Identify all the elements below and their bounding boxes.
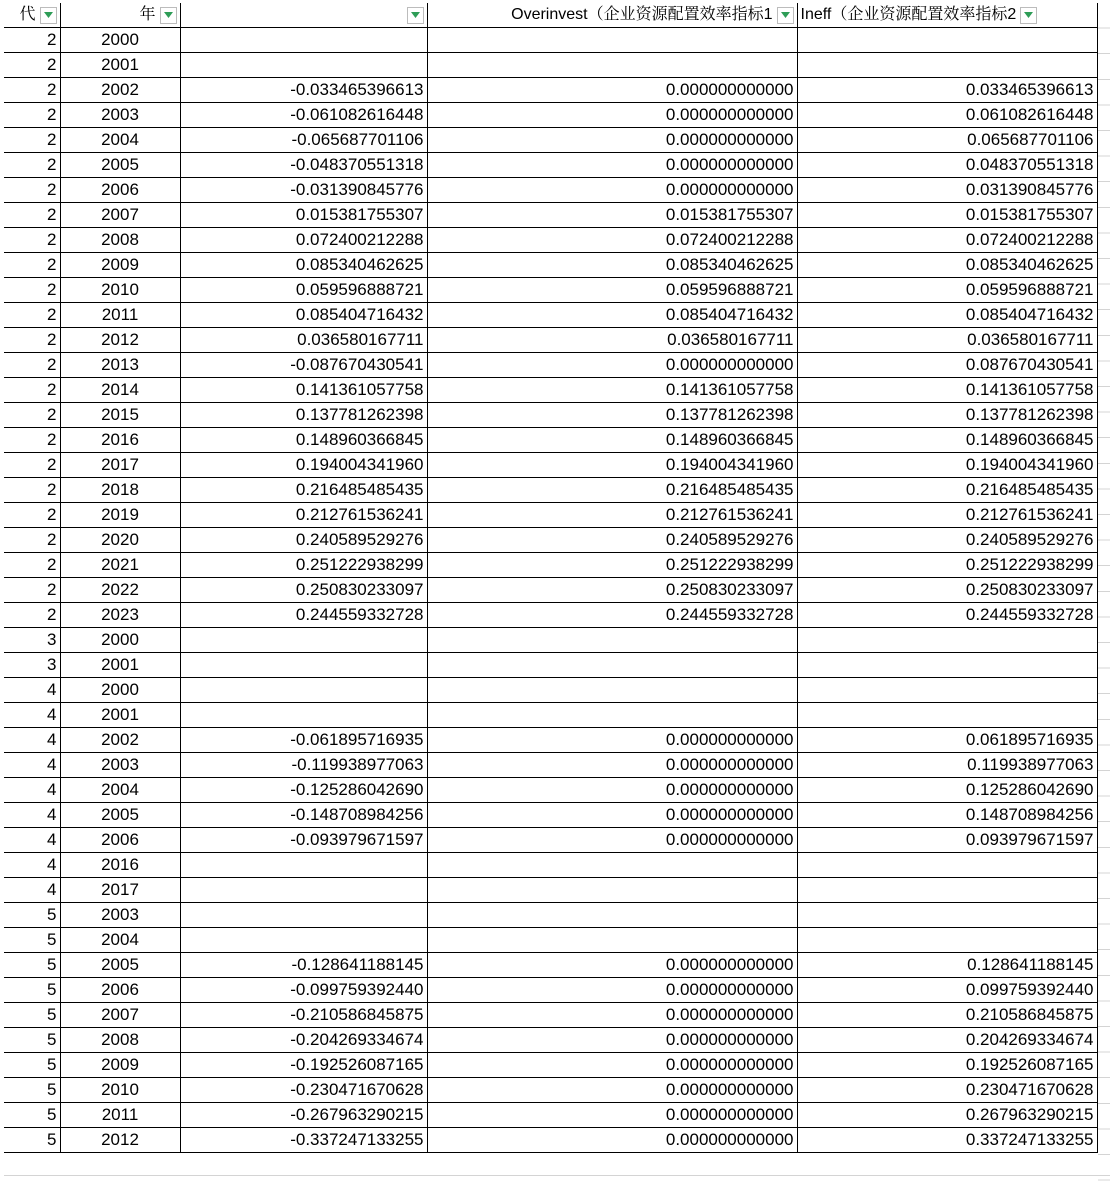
cell-dai[interactable]: 2 xyxy=(4,128,60,153)
cell-ineff[interactable]: 0.267963290215 xyxy=(797,1103,1097,1128)
cell-overinvest[interactable] xyxy=(427,703,797,728)
cell-value[interactable]: -0.099759392440 xyxy=(180,978,427,1003)
cell-ineff[interactable]: 0.244559332728 xyxy=(797,603,1097,628)
cell-year[interactable]: 2006 xyxy=(60,178,180,203)
cell-dai[interactable]: 4 xyxy=(4,853,60,878)
cell-ineff[interactable]: 0.204269334674 xyxy=(797,1028,1097,1053)
cell-value[interactable] xyxy=(180,903,427,928)
cell-overinvest[interactable] xyxy=(427,878,797,903)
cell-value[interactable]: 0.015381755307 xyxy=(180,203,427,228)
cell-year[interactable]: 2023 xyxy=(60,603,180,628)
cell-value[interactable]: 0.141361057758 xyxy=(180,378,427,403)
cell-value[interactable]: 0.244559332728 xyxy=(180,603,427,628)
cell-year[interactable]: 2013 xyxy=(60,353,180,378)
cell-year[interactable]: 2000 xyxy=(60,628,180,653)
cell-dai[interactable]: 2 xyxy=(4,478,60,503)
table-row xyxy=(4,328,1097,353)
cell-value[interactable] xyxy=(180,628,427,653)
column-header-label: Overinvest（企业资源配置效率指标1 xyxy=(511,6,773,24)
cell-value[interactable]: -0.192526087165 xyxy=(180,1053,427,1078)
table-row xyxy=(4,503,1097,528)
table-row xyxy=(4,103,1097,128)
cell-ineff[interactable]: 0.251222938299 xyxy=(797,553,1097,578)
cell-overinvest[interactable]: 0.251222938299 xyxy=(427,553,797,578)
cell-ineff[interactable]: 0.061082616448 xyxy=(797,103,1097,128)
cell-ineff[interactable]: 0.137781262398 xyxy=(797,403,1097,428)
cell-value[interactable] xyxy=(180,853,427,878)
cell-dai[interactable]: 2 xyxy=(4,303,60,328)
cell-year[interactable]: 2008 xyxy=(60,1028,180,1053)
cell-ineff[interactable]: 0.065687701106 xyxy=(797,128,1097,153)
cell-overinvest[interactable]: 0.000000000000 xyxy=(427,803,797,828)
column-header-overinvest xyxy=(427,3,797,28)
cell-year[interactable]: 2003 xyxy=(60,903,180,928)
table-row xyxy=(4,378,1097,403)
cell-year[interactable]: 2016 xyxy=(60,853,180,878)
table-row xyxy=(4,878,1097,903)
table-row xyxy=(4,1128,1097,1153)
cell-dai[interactable]: 2 xyxy=(4,528,60,553)
column-header-label: 代 xyxy=(19,6,36,24)
cell-value[interactable]: -0.065687701106 xyxy=(180,128,427,153)
cell-overinvest[interactable] xyxy=(427,53,797,78)
cell-overinvest[interactable]: 0.000000000000 xyxy=(427,778,797,803)
table-row xyxy=(4,828,1097,853)
cell-year[interactable]: 2001 xyxy=(60,703,180,728)
cell-value[interactable]: -0.204269334674 xyxy=(180,1028,427,1053)
table-row xyxy=(4,453,1097,478)
cell-dai[interactable]: 2 xyxy=(4,53,60,78)
cell-year[interactable]: 2007 xyxy=(60,203,180,228)
cell-overinvest[interactable]: 0.141361057758 xyxy=(427,378,797,403)
cell-year[interactable]: 2012 xyxy=(60,1128,180,1153)
cell-ineff[interactable] xyxy=(797,653,1097,678)
cell-year[interactable]: 2018 xyxy=(60,478,180,503)
cell-dai[interactable]: 3 xyxy=(4,653,60,678)
cell-ineff[interactable]: 0.240589529276 xyxy=(797,528,1097,553)
cell-overinvest[interactable]: 0.085404716432 xyxy=(427,303,797,328)
cell-dai[interactable]: 2 xyxy=(4,428,60,453)
table-row xyxy=(4,1053,1097,1078)
cell-value[interactable]: -0.128641188145 xyxy=(180,953,427,978)
cell-ineff[interactable]: 0.125286042690 xyxy=(797,778,1097,803)
column-header-nian xyxy=(60,3,180,28)
cell-ineff[interactable]: 0.085340462625 xyxy=(797,253,1097,278)
cell-value[interactable] xyxy=(180,53,427,78)
table-row xyxy=(4,353,1097,378)
cell-ineff[interactable]: 0.250830233097 xyxy=(797,578,1097,603)
cell-ineff[interactable]: 0.072400212288 xyxy=(797,228,1097,253)
table-row xyxy=(4,653,1097,678)
cell-ineff[interactable]: 0.148708984256 xyxy=(797,803,1097,828)
cell-ineff[interactable]: 0.210586845875 xyxy=(797,1003,1097,1028)
table-row xyxy=(4,128,1097,153)
cell-overinvest[interactable] xyxy=(427,853,797,878)
cell-overinvest[interactable]: 0.015381755307 xyxy=(427,203,797,228)
cell-year[interactable]: 2015 xyxy=(60,403,180,428)
cell-dai[interactable]: 4 xyxy=(4,728,60,753)
cell-overinvest[interactable] xyxy=(427,928,797,953)
cell-value[interactable]: -0.048370551318 xyxy=(180,153,427,178)
cell-value[interactable]: -0.061895716935 xyxy=(180,728,427,753)
cell-dai[interactable]: 2 xyxy=(4,403,60,428)
cell-overinvest[interactable]: 0.148960366845 xyxy=(427,428,797,453)
cell-year[interactable]: 2017 xyxy=(60,878,180,903)
column-header-label: Ineff（企业资源配置效率指标2 xyxy=(800,6,1017,24)
cell-year[interactable]: 2001 xyxy=(60,653,180,678)
cell-value[interactable] xyxy=(180,653,427,678)
cell-value[interactable]: -0.119938977063 xyxy=(180,753,427,778)
cell-dai[interactable]: 5 xyxy=(4,1128,60,1153)
table-row xyxy=(4,428,1097,453)
cell-year[interactable]: 2003 xyxy=(60,103,180,128)
cell-dai[interactable]: 2 xyxy=(4,378,60,403)
table-row xyxy=(4,903,1097,928)
cell-ineff[interactable]: 0.212761536241 xyxy=(797,503,1097,528)
table-row xyxy=(4,953,1097,978)
cell-overinvest[interactable]: 0.000000000000 xyxy=(427,128,797,153)
cell-dai[interactable]: 3 xyxy=(4,628,60,653)
cell-dai[interactable]: 2 xyxy=(4,178,60,203)
cell-ineff[interactable]: 0.085404716432 xyxy=(797,303,1097,328)
cell-year[interactable]: 2002 xyxy=(60,78,180,103)
cell-value[interactable]: -0.230471670628 xyxy=(180,1078,427,1103)
cell-ineff[interactable] xyxy=(797,903,1097,928)
cell-overinvest[interactable]: 0.137781262398 xyxy=(427,403,797,428)
cell-overinvest[interactable]: 0.244559332728 xyxy=(427,603,797,628)
table-body xyxy=(4,28,1097,1153)
cell-year[interactable]: 2019 xyxy=(60,503,180,528)
cell-year[interactable]: 2016 xyxy=(60,428,180,453)
cell-ineff[interactable] xyxy=(797,28,1097,53)
cell-value[interactable]: 0.085340462625 xyxy=(180,253,427,278)
cell-ineff[interactable]: 0.119938977063 xyxy=(797,753,1097,778)
cell-overinvest[interactable]: 0.240589529276 xyxy=(427,528,797,553)
cell-dai[interactable]: 2 xyxy=(4,578,60,603)
cell-ineff[interactable] xyxy=(797,853,1097,878)
cell-ineff[interactable]: 0.048370551318 xyxy=(797,153,1097,178)
cell-value[interactable]: 0.212761536241 xyxy=(180,503,427,528)
cell-year[interactable]: 2005 xyxy=(60,953,180,978)
cell-overinvest[interactable] xyxy=(427,628,797,653)
cell-value[interactable] xyxy=(180,703,427,728)
cell-year[interactable]: 2006 xyxy=(60,978,180,1003)
cell-ineff[interactable]: 0.194004341960 xyxy=(797,453,1097,478)
cell-overinvest[interactable]: 0.194004341960 xyxy=(427,453,797,478)
cell-ineff[interactable]: 0.141361057758 xyxy=(797,378,1097,403)
cell-overinvest[interactable]: 0.000000000000 xyxy=(427,353,797,378)
cell-ineff[interactable]: 0.099759392440 xyxy=(797,978,1097,1003)
table-row xyxy=(4,203,1097,228)
cell-overinvest[interactable]: 0.000000000000 xyxy=(427,978,797,1003)
cell-ineff[interactable]: 0.148960366845 xyxy=(797,428,1097,453)
cell-dai[interactable]: 5 xyxy=(4,1003,60,1028)
table-row xyxy=(4,1103,1097,1128)
cell-year[interactable]: 2005 xyxy=(60,153,180,178)
cell-ineff[interactable]: 0.031390845776 xyxy=(797,178,1097,203)
cell-year[interactable]: 2004 xyxy=(60,778,180,803)
table-row xyxy=(4,628,1097,653)
grid-edge xyxy=(1098,3,1110,1182)
cell-value[interactable]: 0.036580167711 xyxy=(180,328,427,353)
cell-overinvest[interactable]: 0.000000000000 xyxy=(427,78,797,103)
cell-overinvest[interactable]: 0.216485485435 xyxy=(427,478,797,503)
table-row xyxy=(4,1078,1097,1103)
cell-ineff[interactable] xyxy=(797,928,1097,953)
cell-overinvest[interactable]: 0.072400212288 xyxy=(427,228,797,253)
cell-ineff[interactable]: 0.216485485435 xyxy=(797,478,1097,503)
cell-ineff[interactable]: 0.192526087165 xyxy=(797,1053,1097,1078)
table-row xyxy=(4,703,1097,728)
cell-year[interactable]: 2001 xyxy=(60,53,180,78)
filter-dropdown-icon[interactable] xyxy=(1020,7,1037,24)
cell-value[interactable]: 0.250830233097 xyxy=(180,578,427,603)
table-row xyxy=(4,178,1097,203)
cell-ineff[interactable]: 0.036580167711 xyxy=(797,328,1097,353)
cell-dai[interactable]: 4 xyxy=(4,753,60,778)
cell-value[interactable] xyxy=(180,678,427,703)
cell-overinvest[interactable]: 0.000000000000 xyxy=(427,103,797,128)
cell-ineff[interactable] xyxy=(797,678,1097,703)
table-row xyxy=(4,478,1097,503)
cell-overinvest[interactable]: 0.000000000000 xyxy=(427,728,797,753)
cell-overinvest[interactable]: 0.212761536241 xyxy=(427,503,797,528)
cell-overinvest[interactable] xyxy=(427,653,797,678)
cell-dai[interactable]: 4 xyxy=(4,778,60,803)
cell-year[interactable]: 2000 xyxy=(60,678,180,703)
cell-dai[interactable]: 5 xyxy=(4,978,60,1003)
cell-year[interactable]: 2011 xyxy=(60,303,180,328)
table-row xyxy=(4,303,1097,328)
cell-ineff[interactable] xyxy=(797,53,1097,78)
table-row xyxy=(4,78,1097,103)
cell-value[interactable]: 0.216485485435 xyxy=(180,478,427,503)
cell-ineff[interactable] xyxy=(797,628,1097,653)
cell-overinvest[interactable]: 0.000000000000 xyxy=(427,178,797,203)
table-row xyxy=(4,678,1097,703)
table-row xyxy=(4,978,1097,1003)
table-row xyxy=(4,728,1097,753)
table-row xyxy=(4,1003,1097,1028)
cell-overinvest[interactable]: 0.000000000000 xyxy=(427,828,797,853)
cell-overinvest[interactable]: 0.000000000000 xyxy=(427,1103,797,1128)
cell-value[interactable]: 0.137781262398 xyxy=(180,403,427,428)
table-row xyxy=(4,528,1097,553)
cell-value[interactable]: -0.031390845776 xyxy=(180,178,427,203)
cell-year[interactable]: 2002 xyxy=(60,728,180,753)
cell-ineff[interactable]: 0.128641188145 xyxy=(797,953,1097,978)
cell-year[interactable]: 2009 xyxy=(60,253,180,278)
cell-value[interactable]: -0.125286042690 xyxy=(180,778,427,803)
table-row xyxy=(4,578,1097,603)
table-row xyxy=(4,53,1097,78)
cell-year[interactable]: 2014 xyxy=(60,378,180,403)
cell-value[interactable] xyxy=(180,28,427,53)
cell-ineff[interactable]: 0.230471670628 xyxy=(797,1078,1097,1103)
cell-value[interactable]: 0.148960366845 xyxy=(180,428,427,453)
cell-dai[interactable]: 2 xyxy=(4,328,60,353)
cell-value[interactable]: 0.085404716432 xyxy=(180,303,427,328)
divider xyxy=(4,1175,1110,1176)
cell-value[interactable] xyxy=(180,878,427,903)
cell-overinvest[interactable] xyxy=(427,28,797,53)
table-row xyxy=(4,778,1097,803)
cell-dai[interactable]: 4 xyxy=(4,703,60,728)
cell-value[interactable]: 0.240589529276 xyxy=(180,528,427,553)
column-header-blank xyxy=(180,3,427,28)
cell-year[interactable]: 2008 xyxy=(60,228,180,253)
cell-value[interactable]: 0.251222938299 xyxy=(180,553,427,578)
cell-overinvest[interactable]: 0.250830233097 xyxy=(427,578,797,603)
table-row xyxy=(4,253,1097,278)
cell-year[interactable]: 2021 xyxy=(60,553,180,578)
cell-ineff[interactable]: 0.093979671597 xyxy=(797,828,1097,853)
cell-overinvest[interactable]: 0.000000000000 xyxy=(427,1028,797,1053)
table-row xyxy=(4,853,1097,878)
cell-value[interactable]: -0.093979671597 xyxy=(180,828,427,853)
filter-dropdown-icon[interactable] xyxy=(777,7,794,24)
cell-year[interactable]: 2005 xyxy=(60,803,180,828)
cell-dai[interactable]: 4 xyxy=(4,678,60,703)
cell-year[interactable]: 2022 xyxy=(60,578,180,603)
table-row xyxy=(4,928,1097,953)
cell-year[interactable]: 2009 xyxy=(60,1053,180,1078)
cell-dai[interactable]: 2 xyxy=(4,203,60,228)
filter-dropdown-icon[interactable] xyxy=(160,7,177,24)
data-table xyxy=(4,3,1098,1153)
cell-dai[interactable]: 2 xyxy=(4,503,60,528)
cell-value[interactable]: -0.148708984256 xyxy=(180,803,427,828)
cell-overinvest[interactable]: 0.059596888721 xyxy=(427,278,797,303)
cell-overinvest[interactable]: 0.000000000000 xyxy=(427,153,797,178)
cell-year[interactable]: 2000 xyxy=(60,28,180,53)
cell-ineff[interactable]: 0.015381755307 xyxy=(797,203,1097,228)
cell-dai[interactable]: 2 xyxy=(4,353,60,378)
cell-year[interactable]: 2004 xyxy=(60,128,180,153)
table-row xyxy=(4,228,1097,253)
table-row xyxy=(4,403,1097,428)
cell-value[interactable]: -0.210586845875 xyxy=(180,1003,427,1028)
cell-dai[interactable]: 4 xyxy=(4,878,60,903)
cell-value[interactable]: -0.267963290215 xyxy=(180,1103,427,1128)
cell-dai[interactable]: 5 xyxy=(4,1053,60,1078)
cell-ineff[interactable]: 0.337247133255 xyxy=(797,1128,1097,1153)
table-row xyxy=(4,1028,1097,1053)
cell-value[interactable]: 0.194004341960 xyxy=(180,453,427,478)
cell-overinvest[interactable]: 0.000000000000 xyxy=(427,1128,797,1153)
cell-year[interactable]: 2011 xyxy=(60,1103,180,1128)
cell-overinvest[interactable] xyxy=(427,678,797,703)
cell-dai[interactable]: 5 xyxy=(4,928,60,953)
cell-overinvest[interactable] xyxy=(427,903,797,928)
cell-ineff[interactable]: 0.061895716935 xyxy=(797,728,1097,753)
cell-ineff[interactable]: 0.087670430541 xyxy=(797,353,1097,378)
cell-year[interactable]: 2010 xyxy=(60,278,180,303)
cell-value[interactable]: 0.059596888721 xyxy=(180,278,427,303)
cell-ineff[interactable] xyxy=(797,878,1097,903)
cell-overinvest[interactable]: 0.085340462625 xyxy=(427,253,797,278)
cell-dai[interactable]: 2 xyxy=(4,553,60,578)
cell-dai[interactable]: 4 xyxy=(4,828,60,853)
table-row xyxy=(4,153,1097,178)
cell-year[interactable]: 2012 xyxy=(60,328,180,353)
cell-year[interactable]: 2006 xyxy=(60,828,180,853)
table-row xyxy=(4,278,1097,303)
cell-dai[interactable]: 2 xyxy=(4,603,60,628)
cell-ineff[interactable] xyxy=(797,703,1097,728)
spreadsheet-grid xyxy=(4,3,1110,1182)
cell-dai[interactable]: 5 xyxy=(4,1028,60,1053)
cell-dai[interactable]: 5 xyxy=(4,903,60,928)
table-row xyxy=(4,603,1097,628)
header-row xyxy=(4,3,1097,28)
cell-dai[interactable]: 5 xyxy=(4,1103,60,1128)
cell-dai[interactable]: 2 xyxy=(4,253,60,278)
cell-dai[interactable]: 2 xyxy=(4,453,60,478)
cell-dai[interactable]: 2 xyxy=(4,153,60,178)
cell-ineff[interactable]: 0.033465396613 xyxy=(797,78,1097,103)
column-header-label: 年 xyxy=(139,6,156,24)
cell-overinvest[interactable]: 0.000000000000 xyxy=(427,1003,797,1028)
cell-year[interactable]: 2017 xyxy=(60,453,180,478)
cell-dai[interactable]: 2 xyxy=(4,278,60,303)
table-row xyxy=(4,753,1097,778)
cell-overinvest[interactable]: 0.000000000000 xyxy=(427,953,797,978)
filter-dropdown-icon[interactable] xyxy=(407,7,424,24)
cell-dai[interactable]: 5 xyxy=(4,1078,60,1103)
cell-year[interactable]: 2010 xyxy=(60,1078,180,1103)
cell-value[interactable]: -0.033465396613 xyxy=(180,78,427,103)
cell-value[interactable] xyxy=(180,928,427,953)
table-row xyxy=(4,28,1097,53)
cell-dai[interactable]: 5 xyxy=(4,953,60,978)
cell-dai[interactable]: 2 xyxy=(4,228,60,253)
cell-dai[interactable]: 4 xyxy=(4,803,60,828)
cell-value[interactable]: -0.337247133255 xyxy=(180,1128,427,1153)
cell-dai[interactable]: 2 xyxy=(4,78,60,103)
cell-year[interactable]: 2020 xyxy=(60,528,180,553)
cell-overinvest[interactable]: 0.000000000000 xyxy=(427,1078,797,1103)
cell-ineff[interactable]: 0.059596888721 xyxy=(797,278,1097,303)
table-row xyxy=(4,553,1097,578)
filter-dropdown-icon[interactable] xyxy=(40,7,57,24)
column-header-ineff xyxy=(797,3,1097,28)
cell-overinvest[interactable]: 0.000000000000 xyxy=(427,753,797,778)
cell-value[interactable]: -0.061082616448 xyxy=(180,103,427,128)
table-row xyxy=(4,803,1097,828)
cell-dai[interactable]: 2 xyxy=(4,103,60,128)
cell-value[interactable]: 0.072400212288 xyxy=(180,228,427,253)
cell-year[interactable]: 2003 xyxy=(60,753,180,778)
cell-dai[interactable]: 2 xyxy=(4,28,60,53)
column-header-dai xyxy=(4,3,60,28)
cell-year[interactable]: 2007 xyxy=(60,1003,180,1028)
cell-overinvest[interactable]: 0.036580167711 xyxy=(427,328,797,353)
cell-overinvest[interactable]: 0.000000000000 xyxy=(427,1053,797,1078)
cell-value[interactable]: -0.087670430541 xyxy=(180,353,427,378)
cell-year[interactable]: 2004 xyxy=(60,928,180,953)
